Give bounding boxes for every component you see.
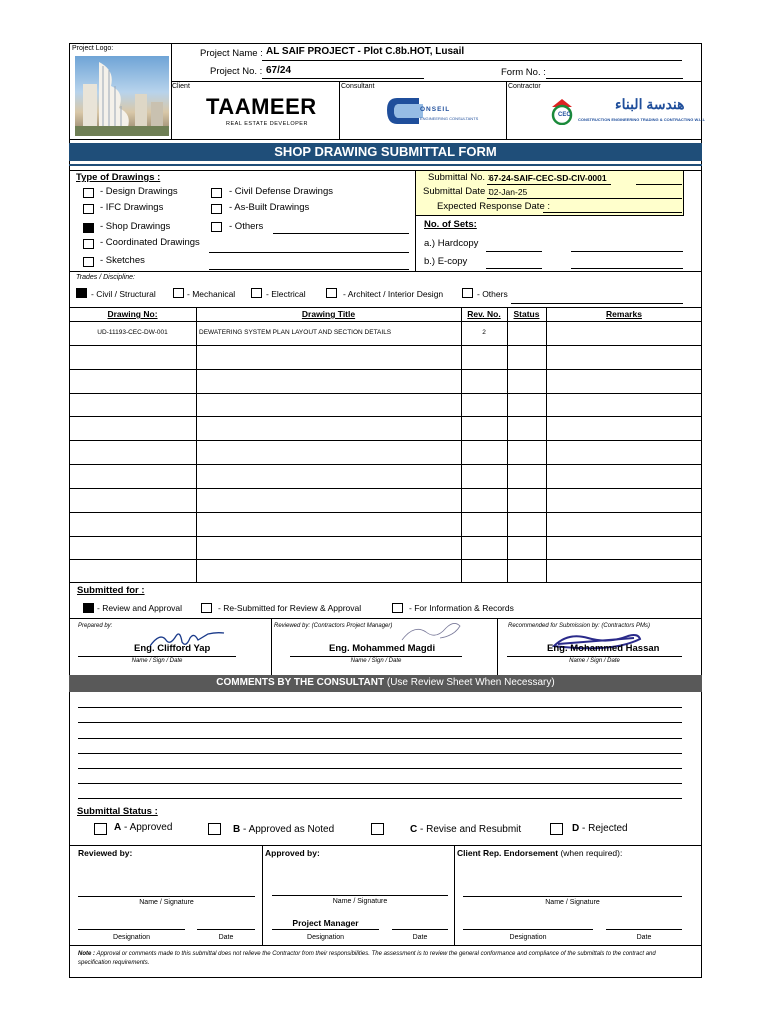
col-header-rev-no: Rev. No. [467, 309, 501, 319]
form-title: SHOP DRAWING SUBMITTAL FORM [274, 144, 497, 159]
contractor-logo-arabic: هندسة البناء [615, 96, 685, 112]
civil-defense-label: - Civil Defense Drawings [229, 186, 334, 197]
review-approval-checkbox[interactable] [83, 603, 94, 613]
others-trade-field[interactable] [511, 303, 683, 304]
status-c-checkbox[interactable] [371, 823, 384, 835]
client-rep-date: Date [636, 934, 652, 941]
col-header-status: Status [513, 309, 540, 319]
others-drawing-checkbox[interactable] [211, 222, 222, 232]
design-drawings-label: - Design Drawings [100, 186, 178, 197]
status-b-text: - Approved as Noted [243, 824, 335, 835]
architect-interior-label: - Architect / Interior Design [343, 289, 444, 299]
table-row[interactable] [69, 321, 702, 345]
project-name-label: Project Name : [200, 48, 263, 59]
trades-heading: Trades / Discipline: [76, 274, 136, 281]
client-rep-title: Client Rep. Endorsement [457, 848, 559, 858]
as-built-checkbox[interactable] [211, 204, 222, 214]
client-rep-note: (when required): [560, 848, 623, 858]
ecopy-label: b.) E-copy [424, 256, 468, 267]
consultant-logo-sub: ENGINEERING CONSULTANTS [420, 116, 479, 121]
client-rep-designation-field[interactable] [463, 929, 593, 930]
reviewed-by-name-signature: Name / Signature [139, 899, 194, 906]
status-c-label [410, 824, 521, 835]
drawing-types-heading: Type of Drawings : [76, 172, 161, 183]
reviewed-by-date-field[interactable] [197, 929, 255, 930]
sketches-label: - Sketches [100, 255, 145, 266]
client-logo-text: TAAMEER [206, 94, 317, 119]
reviewed-by-designation: Designation [113, 934, 150, 941]
civil-structural-label: - Civil / Structural [91, 289, 156, 299]
reviewed-name-sign-date: Name / Sign / Date [350, 658, 402, 664]
coordinated-drawings-checkbox[interactable] [83, 239, 94, 249]
form-no-label: Form No. : [501, 67, 546, 78]
client-logo-sub: REAL ESTATE DEVELOPER [226, 121, 308, 127]
electrical-label: - Electrical [266, 289, 306, 299]
approved-by-date: Date [412, 934, 428, 941]
rev-no-cell: 2 [482, 329, 486, 336]
project-logo-label: Project Logo: [72, 45, 114, 52]
status-a-code: A [114, 822, 122, 833]
client-rep-name-signature: Name / Signature [545, 899, 600, 906]
submittal-date-label: Submittal Date : [423, 186, 491, 197]
comments-title-rest: (Use Review Sheet When Necessary) [386, 677, 555, 688]
others-drawing-label: - Others [229, 221, 264, 232]
coordinated-drawings-label: - Coordinated Drawings [100, 237, 200, 248]
information-records-label: - For Information & Records [409, 603, 514, 613]
client-rep-heading [457, 848, 622, 858]
status-b-checkbox[interactable] [208, 823, 221, 835]
prepared-name-sign-date: Name / Sign / Date [131, 658, 183, 664]
approved-by-date-field[interactable] [392, 929, 448, 930]
client-rep-signature-field[interactable] [463, 896, 682, 897]
sketches-checkbox[interactable] [83, 257, 94, 267]
status-c-code: C [410, 824, 418, 835]
others-drawing-field[interactable] [273, 233, 409, 234]
note-body: Approval or comments made to this submittal does not relieve the Contractor from their responsibilities. The assessment is to review the general conformance and compliance of the submittals to the contract and specification requirements. [78, 951, 656, 966]
status-d-checkbox[interactable] [550, 823, 563, 835]
ecopy-field-1[interactable] [486, 268, 542, 269]
col-header-remarks: Remarks [606, 309, 642, 319]
contractor-logo-sub: CONSTRUCTION ENGINEERING TRADING & CONTRACTING W.L.L [578, 117, 706, 122]
review-approval-label: - Review and Approval [97, 603, 183, 613]
consultant-label: Consultant [341, 83, 375, 90]
resubmitted-label: - Re-Submitted for Review & Approval [218, 603, 362, 613]
reviewed-by-designation-field[interactable] [78, 929, 185, 930]
submittal-no-label: Submittal No. : [428, 172, 491, 183]
reviewed-pm-label: Reviewed by: (Contractors Project Manager) [274, 623, 393, 629]
hardcopy-label: a.) Hardcopy [424, 238, 479, 249]
approved-by-heading: Approved by: [265, 848, 320, 858]
recommended-name-sign-date: Name / Sign / Date [569, 658, 620, 664]
reviewed-pm-name: Eng. Mohammed Magdi [329, 643, 436, 654]
project-manager-label: Project Manager [292, 918, 359, 928]
as-built-label: - As-Built Drawings [229, 202, 310, 213]
drawing-title-cell: DEWATERING SYSTEM PLAN LAYOUT AND SECTION DETAILS [199, 329, 392, 336]
reviewed-by-date: Date [218, 934, 234, 941]
mechanical-checkbox[interactable] [173, 288, 184, 298]
col-header-drawing-no: Drawing No: [107, 309, 158, 319]
approved-by-name-signature: Name / Signature [332, 898, 388, 905]
prepared-by-name: Eng. Clifford Yap [134, 643, 211, 654]
status-a-text: - Approved [124, 822, 173, 833]
reviewed-by-signature-field[interactable] [78, 896, 255, 897]
client-label: Client [172, 83, 190, 90]
approved-by-designation-field[interactable] [272, 929, 379, 930]
design-drawings-checkbox[interactable] [83, 188, 94, 198]
shop-drawings-checkbox[interactable] [83, 223, 94, 233]
mechanical-label: - Mechanical [187, 289, 236, 299]
client-rep-date-field[interactable] [606, 929, 682, 930]
project-logo-image [75, 56, 169, 136]
resubmitted-checkbox[interactable] [201, 603, 212, 613]
note-text [78, 950, 690, 968]
status-d-text: - Rejected [582, 823, 628, 834]
prepared-by-label: Prepared by: [78, 623, 113, 629]
ifc-drawings-checkbox[interactable] [83, 204, 94, 214]
submittal-date-value[interactable]: 02-Jan-25 [489, 187, 528, 197]
status-b-code: B [233, 824, 241, 835]
col-header-drawing-title: Drawing Title [301, 309, 356, 319]
hardcopy-field-1[interactable] [486, 251, 542, 252]
expected-response-label: Expected Response Date : [437, 201, 551, 212]
drawing-table [69, 307, 702, 583]
status-c-text: - Revise and Resubmit [420, 824, 522, 835]
ifc-drawings-label: - IFC Drawings [100, 202, 164, 213]
submitted-for-heading: Submitted for : [77, 585, 145, 596]
approved-by-signature-field[interactable] [272, 895, 448, 896]
status-d-code: D [572, 823, 580, 834]
contractor-logo-mark [548, 97, 576, 125]
others-trade-checkbox[interactable] [462, 288, 473, 298]
consultant-logo-text: ONSEIL [420, 106, 451, 113]
client-rep-designation: Designation [509, 934, 547, 941]
information-records-checkbox[interactable] [392, 603, 403, 613]
status-a-checkbox[interactable] [94, 823, 107, 835]
project-name-value: AL SAIF PROJECT - Plot C.8b.HOT, Lusail [266, 46, 465, 57]
civil-structural-checkbox[interactable] [76, 288, 87, 298]
status-a-label [114, 822, 172, 833]
hardcopy-field-2[interactable] [571, 251, 683, 252]
comments-area[interactable] [78, 692, 682, 802]
drawing-no-cell: UD-11193-CEC-DW-001 [97, 329, 168, 336]
recommended-name: Eng. Mohammed Hassan [547, 643, 660, 654]
status-b-label [233, 824, 334, 835]
status-d-label [572, 823, 628, 834]
electrical-checkbox[interactable] [251, 288, 262, 298]
ecopy-field-2[interactable] [571, 268, 683, 269]
contractor-logo-text: CEC [558, 112, 571, 118]
submittal-no-value[interactable]: 67-24-SAIF-CEC-SD-CIV-0001 [489, 173, 607, 183]
reviewed-by-heading: Reviewed by: [78, 848, 133, 858]
recommended-label: Recommended for Submission by: (Contractors PMs) [508, 623, 651, 629]
contractor-label: Contractor [508, 83, 541, 90]
note-label: Note : [78, 951, 95, 957]
project-no-value: 67/24 [266, 65, 292, 76]
architect-interior-checkbox[interactable] [326, 288, 337, 298]
submittal-status-heading: Submittal Status : [77, 806, 158, 817]
project-no-label: Project No. : [210, 66, 263, 77]
comments-title [69, 677, 702, 688]
shop-drawings-label: - Shop Drawings [100, 221, 171, 232]
comments-title-bold: COMMENTS BY THE CONSULTANT [216, 677, 385, 688]
no-of-sets-heading: No. of Sets: [424, 219, 477, 230]
civil-defense-checkbox[interactable] [211, 188, 222, 198]
approved-by-designation: Designation [307, 934, 344, 941]
others-trade-label: - Others [477, 289, 508, 299]
